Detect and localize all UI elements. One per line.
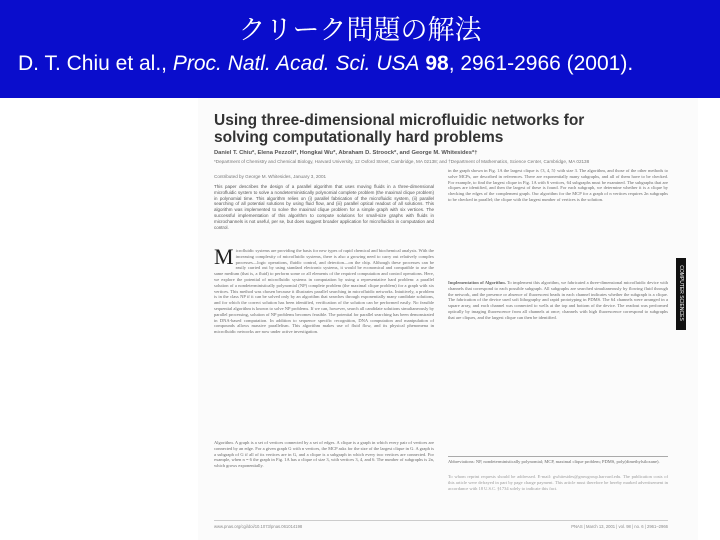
paper-body-left-algorithm: Algorithm. A graph is a set of vertices connected by a set of edges. A clique is a graph in which every pair of vertices are connected by an edge. For a given graph G with n vertices, the MCP asks for the size of the largest clique in G. A graph is a subgraph of G if all of its vertices are in G, and a clique is a subgraph in which every two vertices are connected. For example, when n = 6 the graph in Fig. 1A has a clique of size 3, with vertices 3, 4, and 6. The number of subgraphs is 2n, which grows exponentially. (214, 440, 434, 469)
paper-body-left (214, 248, 434, 438)
citation-authors: D. T. Chiu et al., (18, 52, 173, 75)
drop-cap: M (214, 248, 234, 269)
paper-affiliation: *Department of Chemistry and Chemical Biology, Harvard University, 12 Oxford Street, Cambridge, MA 02138; and †Department of Mathematics, Science Center, Cambridge, MA 02138 (214, 159, 590, 164)
paper-contributed: Contributed by George M. Whitesides, January 3, 2001 (214, 174, 327, 179)
paper-body-left-text: icrofluidic systems are providing the basis for new types of rapid chemical and biochemical analysis. With the increasing complexity of microfluidic systems, there is also a growing need to carry out relatively complex processes—logic operations, fluidic control, and detection—on the chip. Although these processes can be easily carried out by using standard electronic systems, it would be economical and compatible to use the same medium (that is, a fluid) to perform some or all elements of the required computation and control operations. Here, we explore the potential of microfluidic systems in computation by using a representative hard problem: a parallel solution of a nondeterministically polynomial (NP) complete problem (the maximal clique problem) for a graph with six vertices. This method was chosen because it illustrates parallel searching in microfluidic networks. Intuitively, a problem is in the class NP if it can be solved only by an algorithm that searches through exponentially many candidate solutions, and for which the correct solution has been identified, verification of the solution can be performed easily. No feasible sequential algorithm is known to solve NP problems. If we can, however, search all candidate solutions simultaneously by parallel processing, solution of NP problems becomes feasible. The potential for parallel searching has been demonstrated in DNA-based computation. In addition to sequence specific recognition, DNA computation and manipulation of compounds allows massive parallelism. This algorithm makes use of fluid flow, and its physical phenomena in microfluidic networks are now under active investigation. (214, 248, 434, 335)
citation-journal: Proc. Natl. Acad. Sci. USA (172, 52, 420, 75)
footnote-divider (448, 456, 668, 457)
slide-title: クリーク問題の解法 (238, 15, 482, 46)
paper-body-right: in the graph shown in Fig. 1A the largest clique is {3, 4, 5} with size 3. The algorithm, and those of the other methods to solve MCPs, are described in references. There are exponentially many subgraphs, and all of them have to be checked. For example, to find the largest clique in Fig. 1A with 6 vertices, 64 subgraphs must be examined. The subgraphs that are cliques are identified, and then the largest of these is found. For each subgraph, we determine whether it is a clique by checking the edges of the complement graph. Our algorithm for the MCP for a graph of n vertices requires 2n subgraphs to be checked in parallel; the clique with the largest number of vertices is the solution. (448, 168, 668, 202)
paper-authors: Daniel T. Chiu*, Elena Pezzoli*, Hongkai Wu*, Abraham D. Stroock*, and George M. Whitesides*† (214, 150, 478, 156)
side-tab-label: COMPUTER SCIENCES (678, 265, 684, 321)
slide-header (0, 0, 720, 98)
paper-footer-journal: PNAS | March 13, 2001 | vol. 98 | no. 6 | 2961–2966 (571, 524, 668, 529)
paper-title: Using three-dimensional microfluidic networks for solving computationally hard problems (214, 112, 585, 146)
paper-footnote: To whom reprint requests should be addressed. E-mail: gwhitesides@gmwgroup.harvard.edu. The publication costs of this article were defrayed in part by page charge payment. This article must therefore be hereby marked advertisement in accordance with 18 U.S.C. §1734 solely to indicate this fact. (448, 474, 668, 491)
impl-text: To implement this algorithm, we fabricated a three-dimensional microfluidic device with channels that correspond to each possible subgraph. All subgraphs are searched simultaneously by flowing fluid through the network, and the presence or absence of fluorescent beads in each channel indicates whether the subgraph is a clique. The fabrication of the device used soft lithography and rapid prototyping in PDMS. The 64 channels were arranged in a square array, and each channel was connected to wells at the top and bottom of the device. The readout was performed optically by imaging fluorescence from all channels at once; channels with high fluorescence correspond to subgraphs that are cliques, and the largest clique can then be identified. (448, 280, 668, 320)
impl-heading: Implementation of Algorithm. (448, 280, 506, 285)
citation (18, 52, 718, 76)
footer-divider (214, 520, 668, 521)
section-side-tab (676, 258, 686, 330)
paper-body-right-impl (448, 280, 668, 450)
paper-abbreviations: Abbreviations: NP, nondeterministically polynomial; MCP, maximal clique problem; PDMS, poly(dimethylsiloxane). (448, 459, 660, 464)
paper-page-image (198, 98, 698, 540)
citation-pages: , 2961-2966 (2001). (448, 52, 634, 75)
paper-footer-doi: www.pnas.org/cgi/doi/10.1073/pnas.061014198 (214, 524, 303, 529)
citation-volume: 98 (425, 52, 449, 75)
paper-abstract: This paper describes the design of a parallel algorithm that uses moving fluids in a three-dimensional microfluidic system to solve a nondeterministically polynomial complete problem (the maximal clique problem) in polynomial time. This algorithm relies on (i) parallel fabrication of the microfluidic system, (ii) parallel searching of all potential solutions by using fluid flow, and (iii) parallel optical readout of all solutions. This algorithm was implemented to solve the maximal clique problem for a simple graph with six vertices. The successful implementation of this algorithm to compute solutions for small-size graphs with fluids in microchannels is not useful, per se, but does suggest broader application for microfluidics in computation and control. (214, 184, 434, 230)
